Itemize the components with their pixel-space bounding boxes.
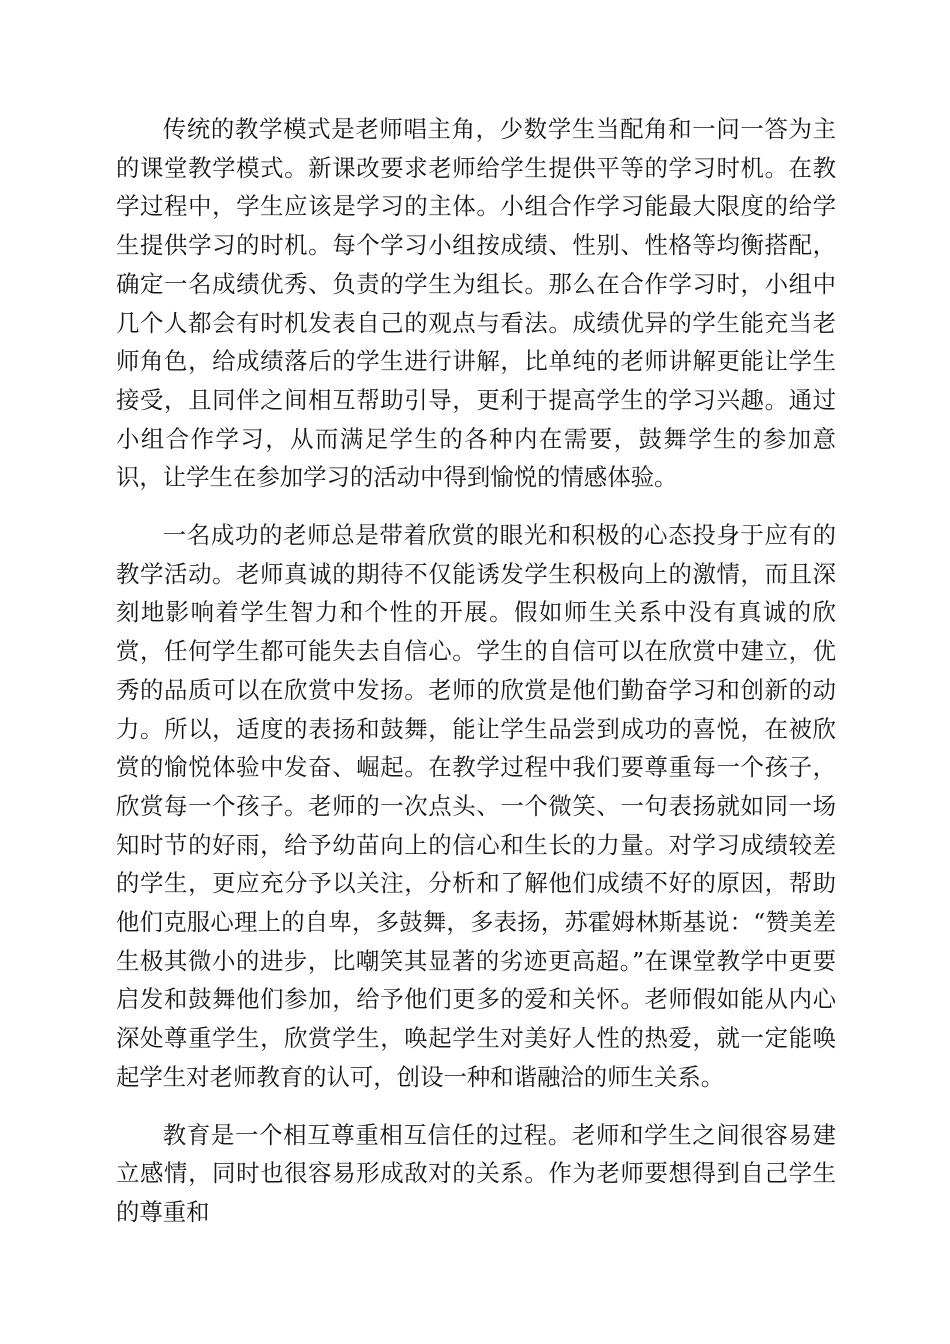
paragraph-2: 一名成功的老师总是带着欣赏的眼光和积极的心态投身于应有的教学活动。老师真诚的期待不仅能诱发学生积极向上的激情，而且深刻地影响着学生智力和个性的开展。假如师生关系中没有真诚的欣赏，任何学生都可能失去自信心。学生的自信可以在欣赏中建立，优秀的品质可以在欣赏中发扬。老师的欣赏是他们勤奋学习和创新的动力。所以，适度的表扬和鼓舞，能让学生品尝到成功的喜悦，在被欣赏的愉悦体验中发奋、崛起。在教学过程中我们要尊重每一个孩子，欣赏每一个孩子。老师的一次点头、一个微笑、一句表扬就如同一场知时节的好雨，给予幼苗向上的信心和生长的力量。对学习成绩较差的学生，更应充分予以关注，分析和了解他们成绩不好的原因，帮助他们克服心理上的自卑，多鼓舞，多表扬，苏霍姆林斯基说：“赞美差生极其微小的进步，比嘲笑其显著的劣迹更高超。”在课堂教学中更要启发和鼓舞他们参加，给予他们更多的爱和关怀。老师假如能从内心深处尊重学生，欣赏学生，唤起学生对美好人性的热爱，就一定能唤起学生对老师教育的认可，创设一种和谐融洽的师生关系。 bbox=[116, 521, 836, 1091]
paragraph-1: 传统的教学模式是老师唱主角，少数学生当配角和一问一答为主的课堂教学模式。新课改要求老师给学生提供平等的学习时机。在教学过程中，学生应该是学习的主体。小组合作学习能最大限度的给学生提供学习的时机。每个学习小组按成绩、性别、性格等均衡搭配，确定一名成绩优秀、负责的学生为组长。那么在合作学习时，小组中几个人都会有时机发表自己的观点与看法。成绩优异的学生能充当老师角色，给成绩落后的学生进行讲解，比单纯的老师讲解更能让学生接受，且同伴之间相互帮助引导，更利于提高学生的学习兴趣。通过小组合作学习，从而满足学生的各种内在需要，鼓舞学生的参加意识，让学生在参加学习的活动中得到愉悦的情感体验。 bbox=[116, 115, 836, 492]
document-body bbox=[116, 110, 836, 1251]
paragraph-3: 教育是一个相互尊重相互信任的过程。老师和学生之间很容易建立感情，同时也很容易形成敌对的关系。作为老师要想得到自己学生的尊重和 bbox=[116, 1120, 836, 1226]
